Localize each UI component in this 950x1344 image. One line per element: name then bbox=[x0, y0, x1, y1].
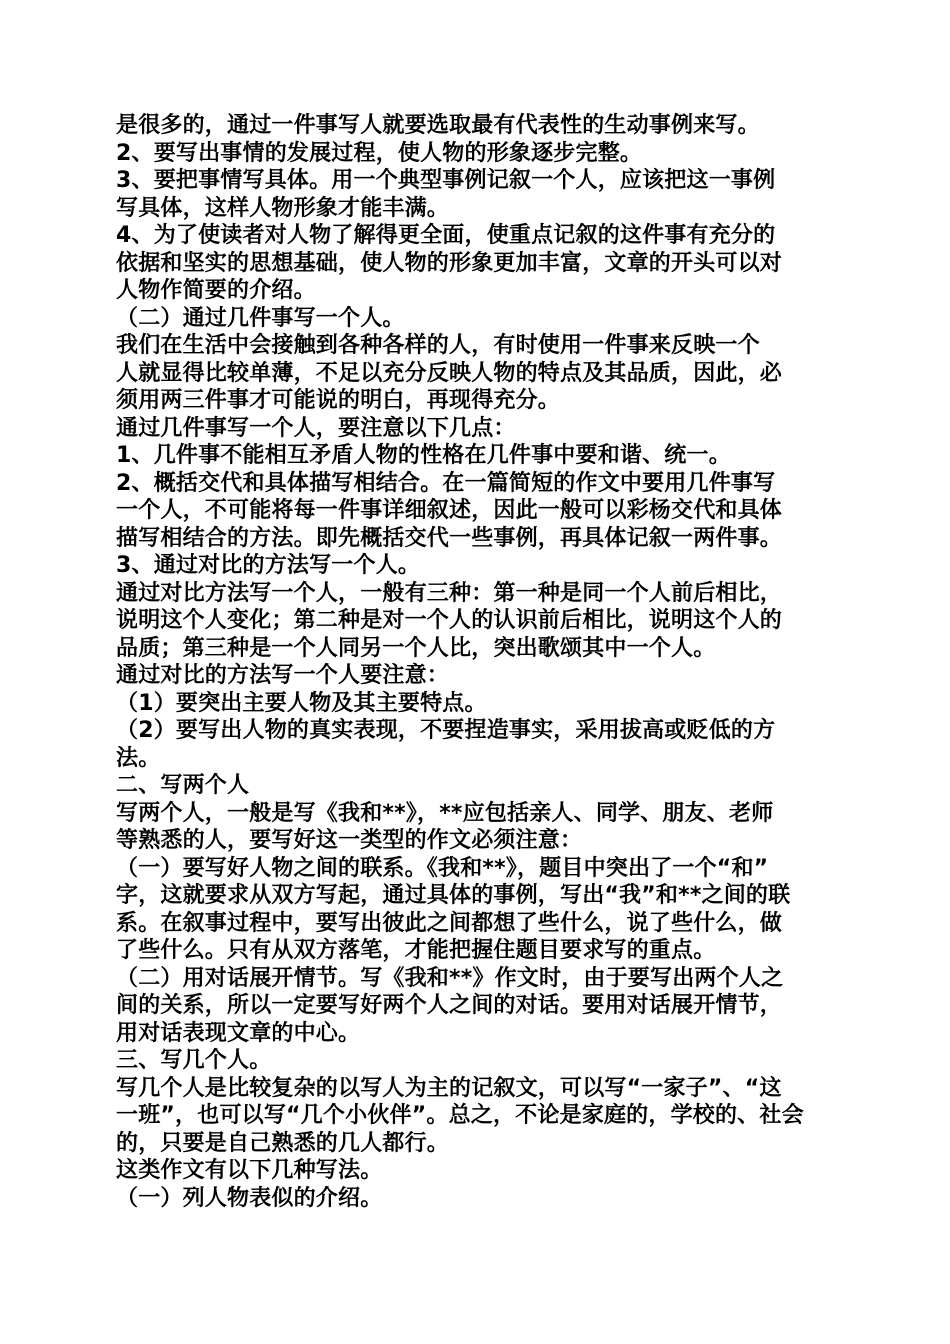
text-line: 说明这个人变化；第二种是对一个人的认识前后相比，说明这个人的 bbox=[116, 608, 783, 633]
text-line: 系。在叙事过程中，要写出彼此之间都想了些什么，说了些什么，做 bbox=[116, 910, 783, 936]
text-line: （一）要写好人物之间的联系。《我和**》，题目中突出了一个“和” bbox=[116, 855, 769, 881]
text-line: 一个人，不可能将每一件事详细叙述，因此一般可以彩杨交代和具体 bbox=[116, 498, 783, 523]
text-line: 间的关系，所以一定要写好两个人之间的对话。要用对话展开情节， bbox=[116, 993, 783, 1018]
text-line: 通过对比方法写一个人，一般有三种：第一种是同一个人前后相比， bbox=[116, 580, 783, 606]
text-line: 我们在生活中会接触到各种各样的人，有时使用一件事来反映一个 bbox=[116, 333, 760, 358]
text-line: 通过几件事写一个人，要注意以下几点： bbox=[116, 415, 516, 441]
text-line: 的，只要是自己熟悉的几人都行。 bbox=[116, 1130, 450, 1156]
document-body bbox=[116, 112, 836, 1212]
text-line: 2、要写出事情的发展过程，使人物的形象逐步完整。 bbox=[116, 140, 643, 166]
text-line: 字，这就要求从双方写起，通过具体的事例，写出“我”和**之间的联 bbox=[116, 883, 791, 908]
text-line: 人就显得比较单薄，不足以充分反映人物的特点及其品质，因此，必 bbox=[116, 360, 783, 386]
text-line: 等熟悉的人，要写好这一类型的作文必须注意： bbox=[116, 828, 583, 853]
text-line: 了些什么。只有从双方落笔，才能把握住题目要求写的重点。 bbox=[116, 938, 716, 963]
text-line: 通过对比的方法写一个人要注意： bbox=[116, 663, 450, 688]
text-line: 这类作文有以下几种写法。 bbox=[116, 1158, 383, 1183]
text-line: 1、几件事不能相互矛盾人物的性格在几件事中要和谐、统一。 bbox=[116, 443, 731, 468]
text-line: （2）要写出人物的真实表现，不要捏造事实，采用拔高或贬低的方 bbox=[116, 718, 776, 743]
text-line: 法。 bbox=[116, 745, 161, 771]
text-line: 写两个人，一般是写《我和**》，**应包括亲人、同学、朋友、老师 bbox=[116, 800, 774, 826]
text-line: （二）用对话展开情节。写《我和**》作文时，由于要写出两个人之 bbox=[116, 965, 784, 991]
text-line: 2、概括交代和具体描写相结合。在一篇简短的作文中要用几件事写 bbox=[116, 470, 776, 496]
text-line: 3、要把事情写具体。用一个典型事例记叙一个人，应该把这一事例 bbox=[116, 168, 776, 193]
text-line: （1）要突出主要人物及其主要特点。 bbox=[116, 690, 487, 716]
text-line: 依据和坚实的思想基础，使人物的形象更加丰富，文章的开头可以对 bbox=[116, 250, 783, 276]
text-line: 写具体，这样人物形象才能丰满。 bbox=[116, 195, 450, 221]
text-line: 4、为了使读者对人物了解得更全面，使重点记叙的这件事有充分的 bbox=[116, 223, 776, 248]
text-line: 品质；第三种是一个人同另一个人比，突出歌颂其中一个人。 bbox=[116, 635, 716, 661]
text-line: 一班”，也可以写“几个小伙伴”。总之，不论是家庭的，学校的、社会 bbox=[116, 1103, 804, 1128]
text-line: （一）列人物表似的介绍。 bbox=[116, 1185, 383, 1211]
section-heading: 二、写两个人 bbox=[116, 773, 250, 798]
section-heading: （二）通过几件事写一个人。 bbox=[116, 305, 405, 331]
text-line: 用对话表现文章的中心。 bbox=[116, 1020, 361, 1046]
text-line: 是很多的，通过一件事写人就要选取最有代表性的生动事例来写。 bbox=[116, 113, 760, 138]
text-line: 须用两三件事才可能说的明白，再现得充分。 bbox=[116, 388, 561, 413]
section-heading: 三、写几个人。 bbox=[116, 1048, 272, 1073]
text-line: 人物作简要的介绍。 bbox=[116, 278, 316, 303]
text-line: 描写相结合的方法。即先概括交代一些事例，再具体记叙一两件事。 bbox=[116, 525, 783, 551]
text-line: 写几个人是比较复杂的以写人为主的记叙文，可以写“一家子”、“这 bbox=[116, 1075, 782, 1101]
text-line: 3、通过对比的方法写一个人。 bbox=[116, 553, 421, 578]
